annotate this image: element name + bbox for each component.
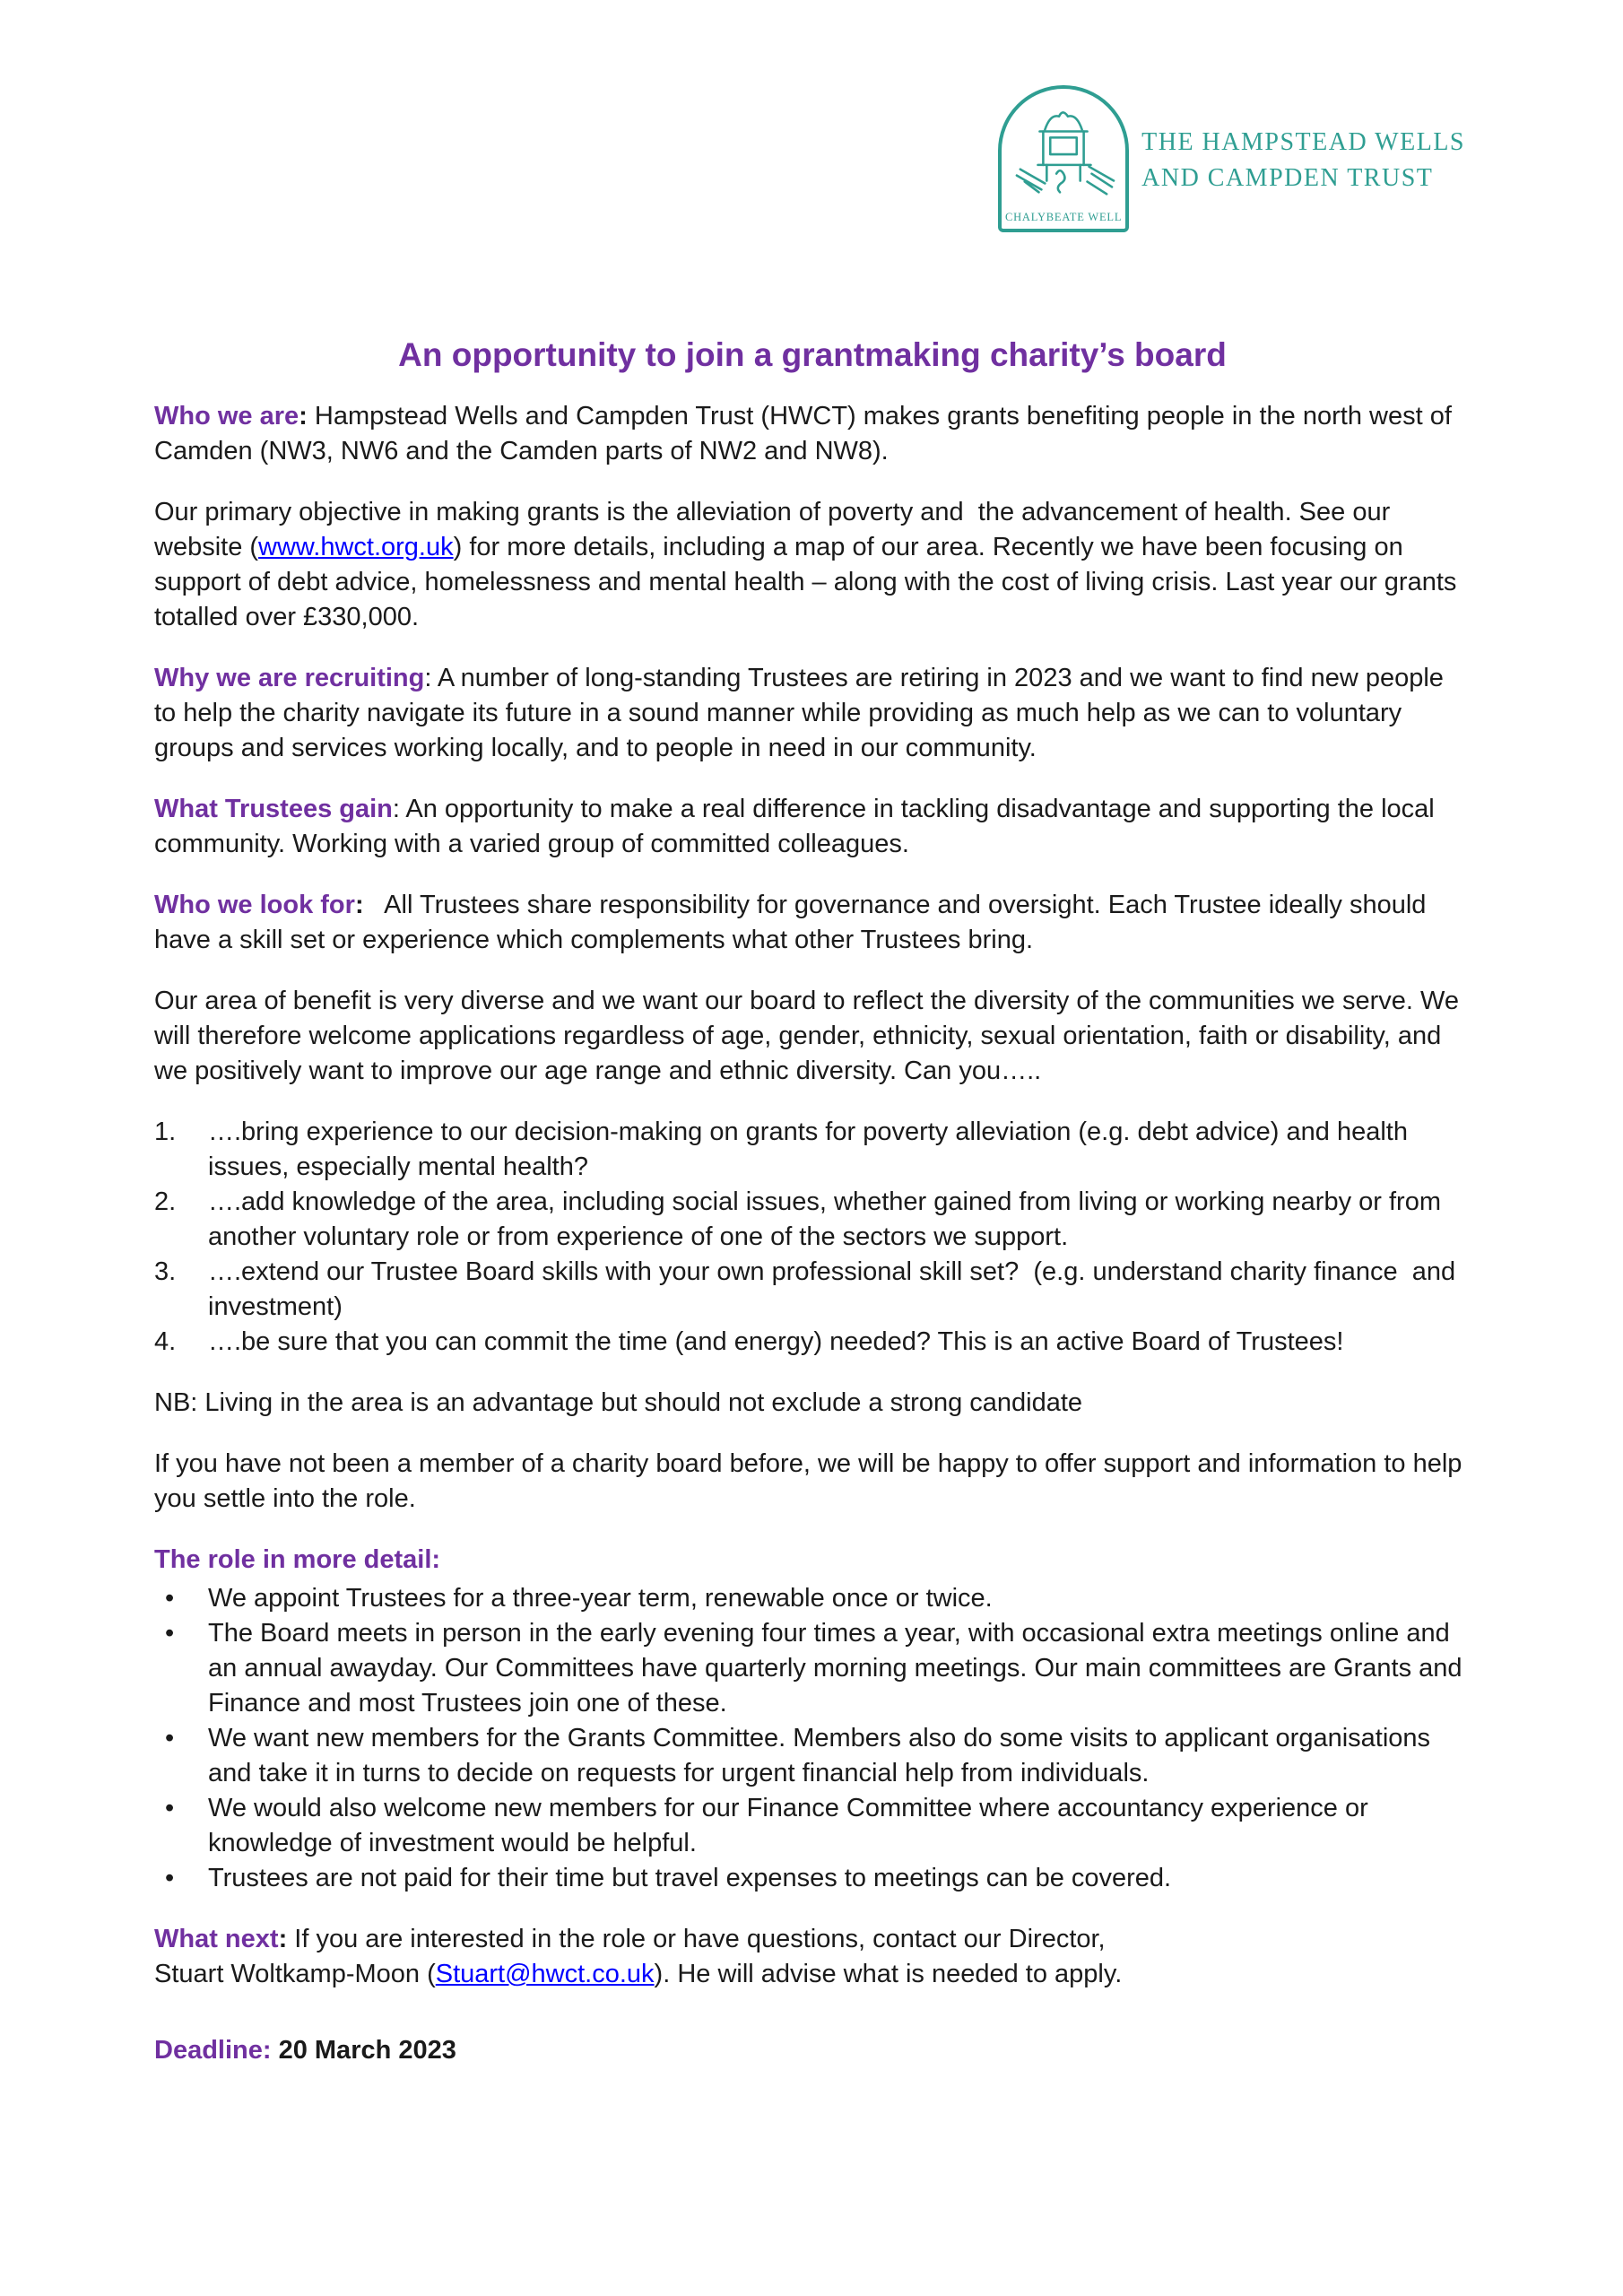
numbered-list xyxy=(154,1115,1471,1360)
paragraph-text: : An opportunity to make a real difference in tackling disadvantage and supporting the local community. Working with a varied group of committed colleagues. xyxy=(154,795,1442,858)
bullet-item-text: We appoint Trustees for a three-year term, renewable once or twice. xyxy=(208,1584,993,1613)
paragraph-text: ). He will advise what is needed to apply. xyxy=(654,1960,1123,1988)
email-link[interactable]: Stuart@hwct.co.uk xyxy=(435,1960,655,1988)
bullet-item xyxy=(154,1616,1471,1721)
masthead xyxy=(0,0,1623,232)
list-item-text: ….extend our Trustee Board skills with your own professional skill set? (e.g. understand charity finance and investment) xyxy=(208,1257,1463,1321)
list-number: 1. xyxy=(154,1118,177,1146)
heading-role-detail: The role in more detail: xyxy=(154,1545,441,1574)
paragraph-diversity: Our area of benefit is very diverse and we want our board to reflect the diversity of the communities we serve. We will therefore welcome applications regardless of age, gender, ethnicity, sexual orientation, faith or disability, and we positively want to improve our age range and ethnic diversity. Can you….. xyxy=(154,987,1467,1085)
list-item-text: ….be sure that you can commit the time (and energy) needed? This is an active Board of Trustees! xyxy=(208,1327,1344,1356)
org-name-line1: THE HAMPSTEAD WELLS xyxy=(1141,128,1465,156)
deadline xyxy=(154,2033,1471,2068)
paragraph-text: Stuart Woltkamp-Moon ( xyxy=(154,1960,436,1988)
website-link[interactable]: www.hwct.org.uk xyxy=(258,533,454,561)
list-number: 4. xyxy=(154,1327,177,1356)
paragraph-text: All Trustees share responsibility for governance and oversight. Each Trustee ideally should have a skill set or experience which complements what other Trustees bring. xyxy=(154,891,1434,954)
bullet-marker: • xyxy=(165,1864,175,1892)
deadline-value: 20 March 2023 xyxy=(271,2036,456,2065)
heading-why-recruiting: Why we are recruiting xyxy=(154,664,425,692)
paragraph-text: : A number of long-standing Trustees are retiring in 2023 and we want to find new people to help the charity navigate its future in a sound manner while providing as much help as we can to voluntary groups and services working locally, and to people in need in our community. xyxy=(154,664,1451,762)
paragraph-text: Hampstead Wells and Campden Trust (HWCT) makes grants benefiting people in the north west of Camden (NW3, NW6 and the Camden parts of NW2 and NW8). xyxy=(154,402,1459,465)
paragraph-trustees-gain xyxy=(154,792,1471,862)
chalybeate-well-logo xyxy=(998,85,1129,232)
bullet-item xyxy=(154,1581,1471,1616)
heading-who-we-are: Who we are xyxy=(154,402,299,430)
deadline-label: Deadline: xyxy=(154,2036,272,2065)
org-name xyxy=(1141,125,1465,196)
heading-colon: : xyxy=(354,891,364,919)
list-number: 2. xyxy=(154,1187,177,1216)
numbered-item xyxy=(154,1255,1471,1325)
paragraph-what-next xyxy=(154,1922,1471,1992)
heading-trustees-gain: What Trustees gain xyxy=(154,795,393,823)
page-title: An opportunity to join a grantmaking charity’s board xyxy=(398,336,1227,373)
bullet-marker: • xyxy=(165,1794,175,1822)
list-item-text: ….add knowledge of the area, including social issues, whether gained from living or working nearby or from another voluntary role or from experience of one of the sectors we support. xyxy=(208,1187,1449,1251)
paragraph-who-we-are xyxy=(154,399,1471,469)
bullet-item xyxy=(154,1791,1471,1861)
bullet-list xyxy=(154,1581,1471,1896)
document-body xyxy=(0,333,1623,2068)
nb-note: NB: Living in the area is an advantage but should not exclude a strong candidate xyxy=(154,1388,1083,1417)
heading-colon: : xyxy=(299,402,308,430)
paragraph-support: If you have not been a member of a charity board before, we will be happy to offer support and information to help you settle into the role. xyxy=(154,1449,1470,1513)
heading-who-we-look-for: Who we look for xyxy=(154,891,355,919)
list-item-text: ….bring experience to our decision-making on grants for poverty alleviation (e.g. debt advice) and health issues, especially mental health? xyxy=(208,1118,1416,1181)
paragraph-text: If you are interested in the role or have questions, contact our Director, xyxy=(287,1925,1106,1953)
bullet-item-text: Trustees are not paid for their time but travel expenses to meetings can be covered. xyxy=(208,1864,1172,1892)
bullet-marker: • xyxy=(165,1619,175,1648)
heading-what-next: What next xyxy=(154,1925,279,1953)
numbered-item xyxy=(154,1185,1471,1255)
numbered-item xyxy=(154,1325,1471,1360)
org-name-line2: AND CAMPDEN TRUST xyxy=(1141,164,1434,192)
paragraph-who-we-look-for xyxy=(154,888,1471,958)
paragraph-why-recruiting xyxy=(154,661,1471,766)
bullet-item-text: The Board meets in person in the early evening four times a year, with occasional extra meetings online and an annual awayday. Our Committees have quarterly morning meetings. Our main committees are Grants and Finance and most Trustees join one of these. xyxy=(208,1619,1470,1718)
bullet-item-text: We would also welcome new members for our Finance Committee where accountancy experience or knowledge of investment would be helpful. xyxy=(208,1794,1376,1857)
bullet-marker: • xyxy=(165,1584,175,1613)
bullet-item xyxy=(154,1721,1471,1791)
bullet-item-text: We want new members for the Grants Committee. Members also do some visits to applicant organisations and take it in turns to decide on requests for urgent financial help from individuals. xyxy=(208,1724,1438,1787)
numbered-item xyxy=(154,1115,1471,1185)
paragraph-text: ) for more details, including a map of our area. Recently we have been focusing on support of debt advice, homelessness and mental health – along with the cost of living crisis. Last year our grants totalled over £330,000. xyxy=(154,533,1464,631)
well-illustration xyxy=(1006,105,1121,209)
list-number: 3. xyxy=(154,1257,177,1286)
bullet-item xyxy=(154,1861,1471,1896)
paragraph-objective xyxy=(154,495,1471,635)
heading-colon: : xyxy=(278,1925,288,1953)
paragraph-text: Our primary objective in making grants is the alleviation of poverty and the advancement of health. See our website ( xyxy=(154,498,1398,561)
logo-caption: CHALYBEATE WELL xyxy=(1004,211,1123,223)
bullet-marker: • xyxy=(165,1724,175,1752)
